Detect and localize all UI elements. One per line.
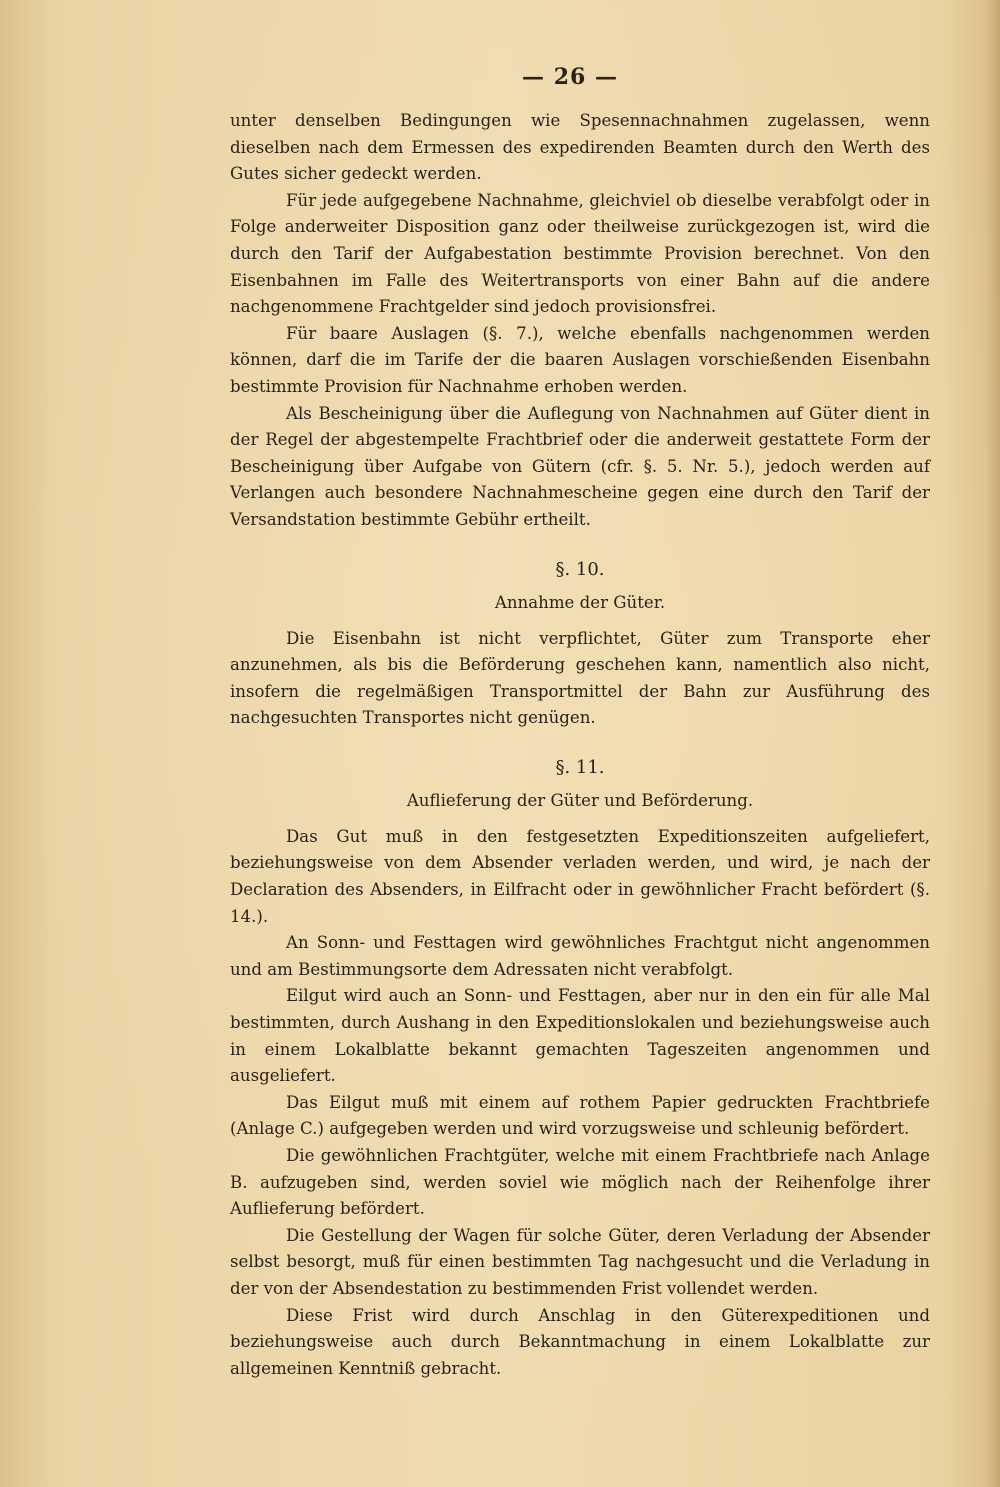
text-body [230,108,930,1382]
paragraph-baare-auslagen: Für baare Auslagen (§. 7.), welche ebenfalls nachgenommen werden können, darf die im Tarife der die baaren Auslagen vorschießenden Eisenbahn bestimmte Provision für Nachnahme erhoben werden. [230,323,930,396]
section-11-paragraph-1: Das Gut muß in den festgesetzten Expeditionszeiten aufgeliefert, beziehungsweise von dem Absender verladen werden, und wird, je nach der Declaration des Absenders, in Eilfracht oder in gewöhnlicher Fracht befördert (§. 14.). [230,826,930,926]
section-11-paragraph-4: Das Eilgut muß mit einem auf rothem Papier gedruckten Frachtbriefe (Anlage C.) aufgegeben werden und wird vorzugsweise und schleunig befördert. [230,1092,930,1139]
paragraph-continuation: unter denselben Bedingungen wie Spesennachnahmen zugelassen, wenn dieselben nach dem Ermessen des expedirenden Beamten durch den Werth des Gutes sicher gedeckt werden. [230,111,930,184]
section-11-paragraph-6: Die Gestellung der Wagen für solche Güter, deren Verladung der Absender selbst besorgt, muß für einen bestimmten Tag nachgesucht und die Verladung in der von der Absendestation zu bestimmenden Frist vollendet werden. [230,1225,930,1298]
page-edge-shadow [986,0,1000,1487]
section-10-title: Annahme der Güter. [494,592,666,612]
section-11-title: Auflieferung der Güter und Beförderung. [406,790,754,810]
section-10-heading: §. 10. [555,558,605,580]
section-11-heading: §. 11. [555,756,605,778]
section-11-paragraph-7: Diese Frist wird durch Anschlag in den Güterexpeditionen und beziehungsweise auch durch Bekanntmachung in einem Lokalblatte zur allgemeinen Kenntniß gebracht. [230,1305,930,1378]
section-11-paragraph-5: Die gewöhnlichen Frachtgüter, welche mit einem Frachtbriefe nach Anlage B. aufzugeben sind, werden soviel wie möglich nach der Reihenfolge ihrer Auflieferung befördert. [230,1146,930,1219]
paragraph-bescheinigung: Als Bescheinigung über die Auflegung von Nachnahmen auf Güter dient in der Regel der abgestempelte Frachtbrief oder die anderweit gestattete Form der Bescheinigung über Aufgabe von Gütern (cfr. §. 5. Nr. 5.), jedoch werden auf Verlangen auch besondere Nachnahmescheine gegen eine durch den Tarif der Versandstation bestimmte Gebühr ertheilt. [230,403,930,529]
paragraph-provision: Für jede aufgegebene Nachnahme, gleichviel ob dieselbe verabfolgt oder in Folge anderweiter Disposition ganz oder theilweise zurückgezogen ist, wird die durch den Tarif der Aufgabestation bestimmte Provision berechnet. Von den Eisenbahnen im Falle des Weitertransports von einer Bahn auf die andere nachgenommene Frachtgelder sind jedoch provisionsfrei. [230,190,930,317]
section-10-paragraph: Die Eisenbahn ist nicht verpflichtet, Güter zum Transporte eher anzunehmen, als bis die Beförderung geschehen kann, namentlich also nicht, insofern die regelmäßigen Transportmittel der Bahn zur Ausführung des nachgesuchten Transportes nicht genügen. [230,628,930,728]
page-number: — 26 — [522,64,618,90]
section-11-paragraph-3: Eilgut wird auch an Sonn- und Festtagen, aber nur in den ein für alle Mal bestimmten, durch Aushang in den Expeditionslokalen und beziehungsweise auch in einem Lokalblatte bekannt gemachten Tageszeiten angenommen und ausgeliefert. [230,986,930,1086]
section-11-paragraph-2: An Sonn- und Festtagen wird gewöhnliches Frachtgut nicht angenommen und am Bestimmungsorte dem Adressaten nicht verabfolgt. [230,933,930,979]
